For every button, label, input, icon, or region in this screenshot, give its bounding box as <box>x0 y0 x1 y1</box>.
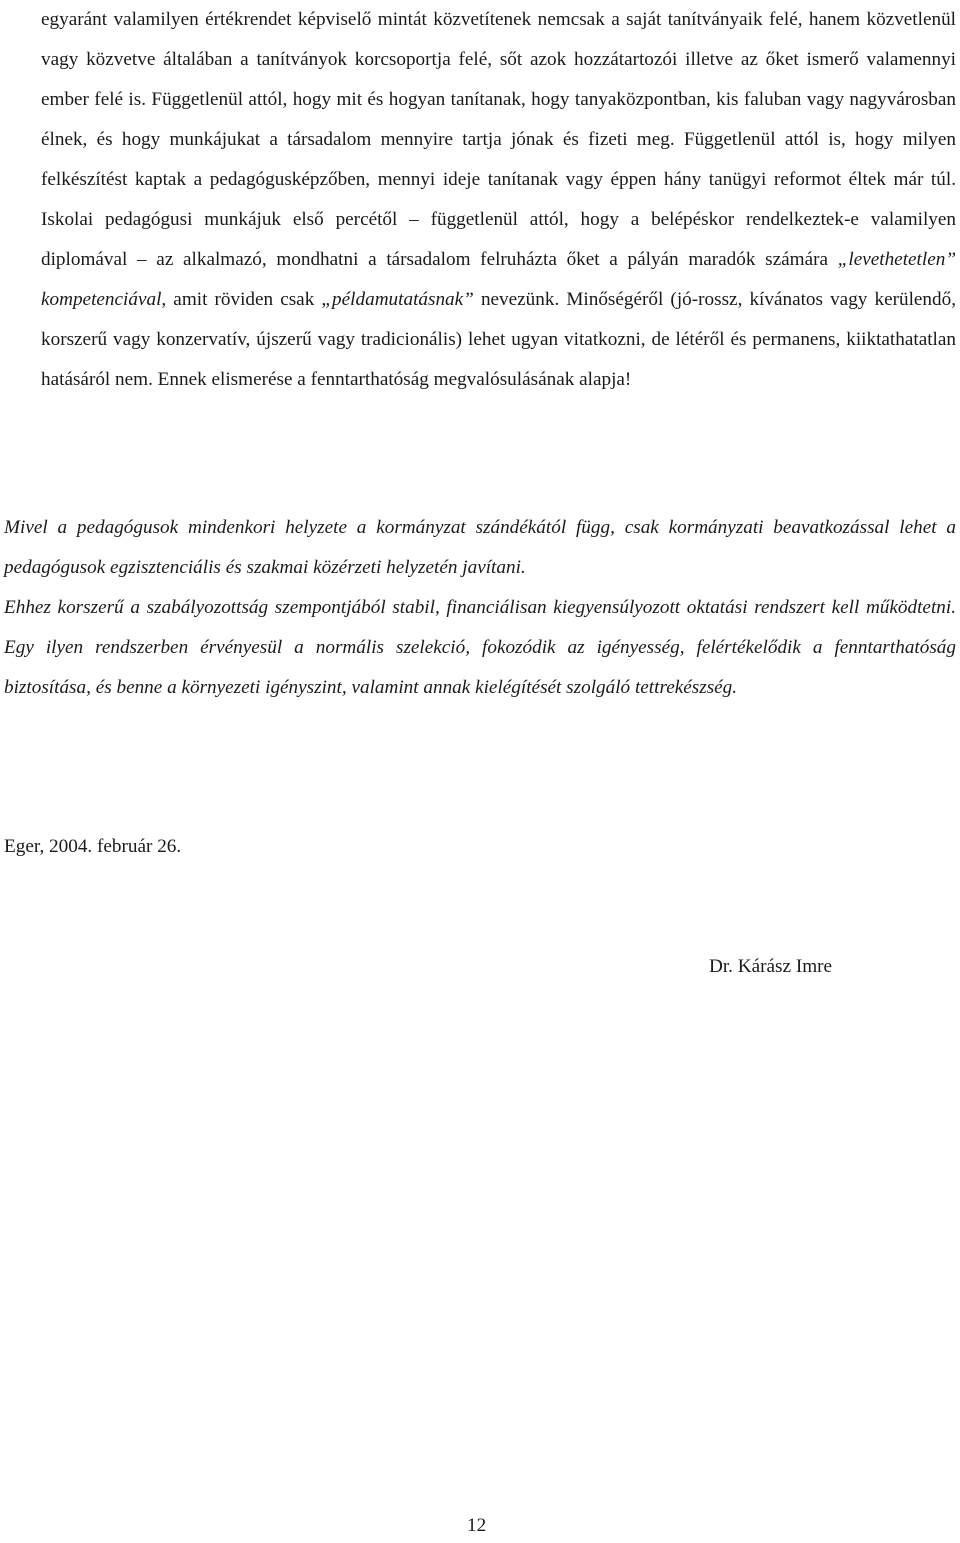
paragraph-text: nevezünk. Minőségéről (jó-rossz, kívánatos vagy kerülendő, korszerű vagy konzervatív, újszerű vagy tradicionális) lehet ugyan vitatkozni, de létéről és permanens, kiiktathatatlan hatásáról nem. Ennek elismerése a fenntarthatóság megvalósulásának alapja! <box>41 289 956 390</box>
date-line: Eger, 2004. február 26. <box>4 836 182 857</box>
italic-paragraph <box>4 508 956 708</box>
italic-paragraph-part: Ehhez korszerű a szabályozottság szempontjából stabil, financiálisan kiegyensúlyozott oktatási rendszert kell működtetni. Egy ilyen rendszerben érvényesül a normális szelekció, fokozódik az igényesség, felértékelődik a fenntarthatóság biztosítása, és benne a környezeti igényszint, valamint annak kielégítését szolgáló tettrekészség. <box>4 597 956 698</box>
signature-name: Dr. Kárász Imre <box>709 956 833 977</box>
italic-phrase: „levethetetlen” kompetenciával <box>41 249 956 310</box>
page-number: 12 <box>467 1515 487 1536</box>
paragraph-text: , amit röviden csak <box>161 289 322 310</box>
body-paragraph <box>41 0 956 400</box>
italic-paragraph-part: Mivel a pedagógusok mindenkori helyzete a kormányzat szándékától függ, csak kormányzati beavatkozással lehet a pedagógusok egzisztenciális és szakmai közérzeti helyzetén javítani. <box>4 517 956 578</box>
paragraph-text: egyaránt valamilyen értékrendet képviselő mintát közvetítenek nemcsak a saját tanítványaik felé, hanem közvetlenül vagy közvetve általában a tanítványok korcsoportja felé, sőt azok hozzátartozói illetve az őket ismerő valamennyi ember felé is. Függetlenül attól, hogy mit és hogyan tanítanak, hogy tanyaközpontban, kis faluban vagy nagyvárosban élnek, és hogy munkájukat a társadalom mennyire tartja jónak és fizeti meg. Függetlenül attól is, hogy milyen felkészítést kaptak a pedagógusképzőben, mennyi ideje tanítanak vagy éppen hány tanügyi reformot éltek már túl. Iskolai pedagógusi munkájuk első percétől – függetlenül attól, hogy a belépéskor rendelkeztek-e valamilyen diplomával – az alkalmazó, mondhatni a társadalom felruházta őket a pályán maradók számára <box>41 9 956 270</box>
italic-phrase: „példamutatásnak” <box>321 289 474 310</box>
